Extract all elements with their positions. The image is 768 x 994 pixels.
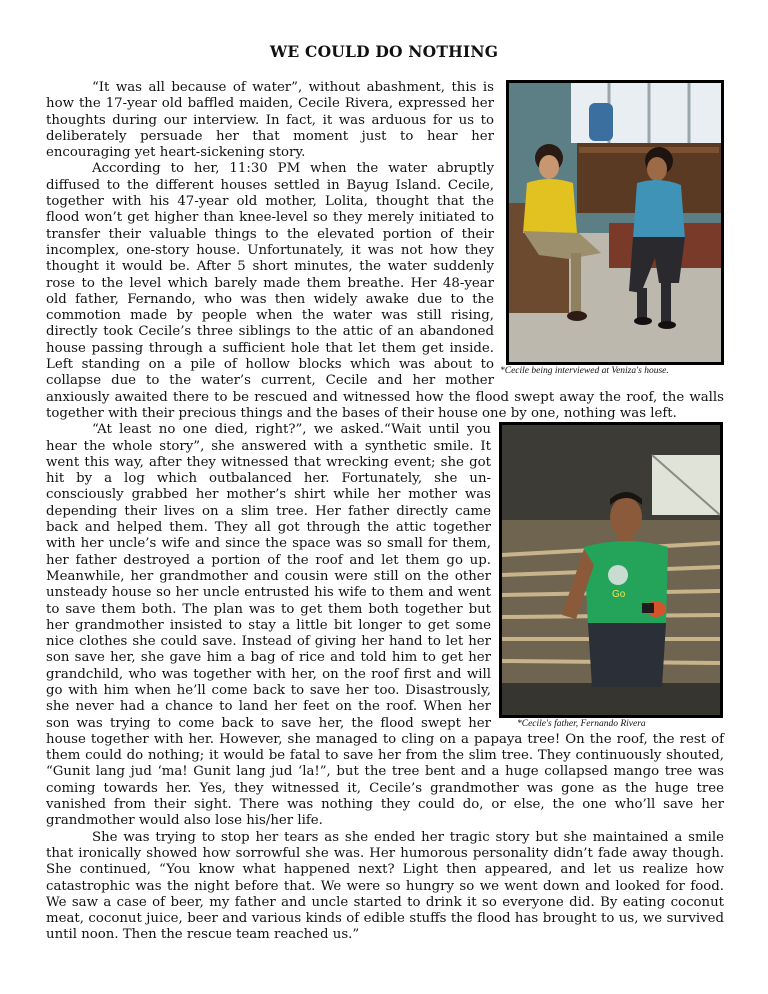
father-caption: *Cecile's father, Fernando Rivera: [517, 719, 646, 730]
figure-interview: [500, 80, 728, 376]
article-body: [46, 80, 724, 944]
paragraph-2: According to her, 11:30 PM when the water abruptly diffused to the different houses settled in Bayug Island. Cecile, together with his 47-year old mother, Lolita, thought that the flood won’t get higher than knee-level so they merely initiated to transfer their valuable things to the elevated portion of their incomplex, one-story house. Unfortunately, it was not how they thought it would be. After 5 short minutes, the water suddenly rose to the level which barely made them breathe. Her 48-year old father, Fernando, who was then widely awake due to the commotion made by people when the water was still rising, directly took Cecile’s three siblings to the attic of an abandoned house passing through a sufficient hole that let them get inside. Left standing on a pile of hollow blocks which was about to collapse due to the water’s current, Cecile and her mother anxiously awaited there to be rescued and witnessed how the flood swept away the roof, the walls together with their precious things and the bases of their house one by one, nothing was left.: [46, 161, 724, 421]
figure-father: [499, 422, 728, 730]
father-photo: [499, 422, 723, 718]
article-title: WE COULD DO NOTHING: [269, 42, 499, 61]
paragraph-4: She was trying to stop her tears as she ended her tragic story but she maintained a smile that ironically showed how sorrowful she was. Her humorous personality didn’t fade away though. She continued, “You know what happened next? Light then appeared, and let us realize how catastrophic was the night before that. We were so hungry so we went down and looked for food. We saw a case of beer, my father and uncle started to drink it so everyone did. By eating coconut meat, coconut juice, beer and various kinds of edible stuffs the flood has brought to us, we survived until noon. Then the rescue team reached us.”: [46, 829, 724, 943]
interview-photo: [506, 80, 724, 365]
paragraph-3: “At least no one died, right?”, we asked.“Wait until you hear the whole story”, she answered with a synthetic smile. It went this way, after they witnessed that wrecking event; she got hit by a log which outbalanced her. Fortunately, she un-consciously grabbed her mother’s shirt while her mother was depending their lives on a slim tree. Her father directly came back and helped them. They all got through the attic together with her uncle’s wife and since the space was so small for them, her father destroyed a portion of the roof and let them go up. Meanwhile, her grandmother and cousin were still on the other unsteady house so her uncle entrusted his wife to them and went to save them both. The plan was to get them both together but her grandmother insisted to stay a little bit longer to get some nice clothes she could save. Instead of giving her hand to let her son save her, she gave him a bag of rice and told him to get her grandchild, who was together with her, on the roof first and will go with him when he’ll come back to save her too. Disastrously, she never had a chance to land her feet on the roof. When her son was trying to come back to save her, the flood swept her house together with her. However, she managed to cling on a papaya tree! On the roof, the rest of them could do nothing; it would be fatal to save her from the slim tree. They continuously shouted, “Gunit lang jud ‘ma! Gunit lang jud ‘la!”, but the tree bent and a huge collapsed mango tree was coming towards her. Yes, they witnessed it, Cecile’s grandmother was gone as the huge tree vanished from their sight. There was nothing they could do, or else, the one who’ll save her grandmother would also lose his/her life.: [46, 422, 724, 829]
interview-caption: *Cecile being interviewed at Veniza's house.: [500, 366, 669, 376]
shirt-logo-text: Go: [612, 589, 626, 601]
paragraph-1: “It was all because of water”, without abashment, this is how the 17-year old baffled maiden, Cecile Rivera, expressed her thoughts during our interview. In fact, it was arduous for us to deliberately persuade her that moment just to hear her encouraging yet heart-sickening story.: [46, 80, 494, 161]
